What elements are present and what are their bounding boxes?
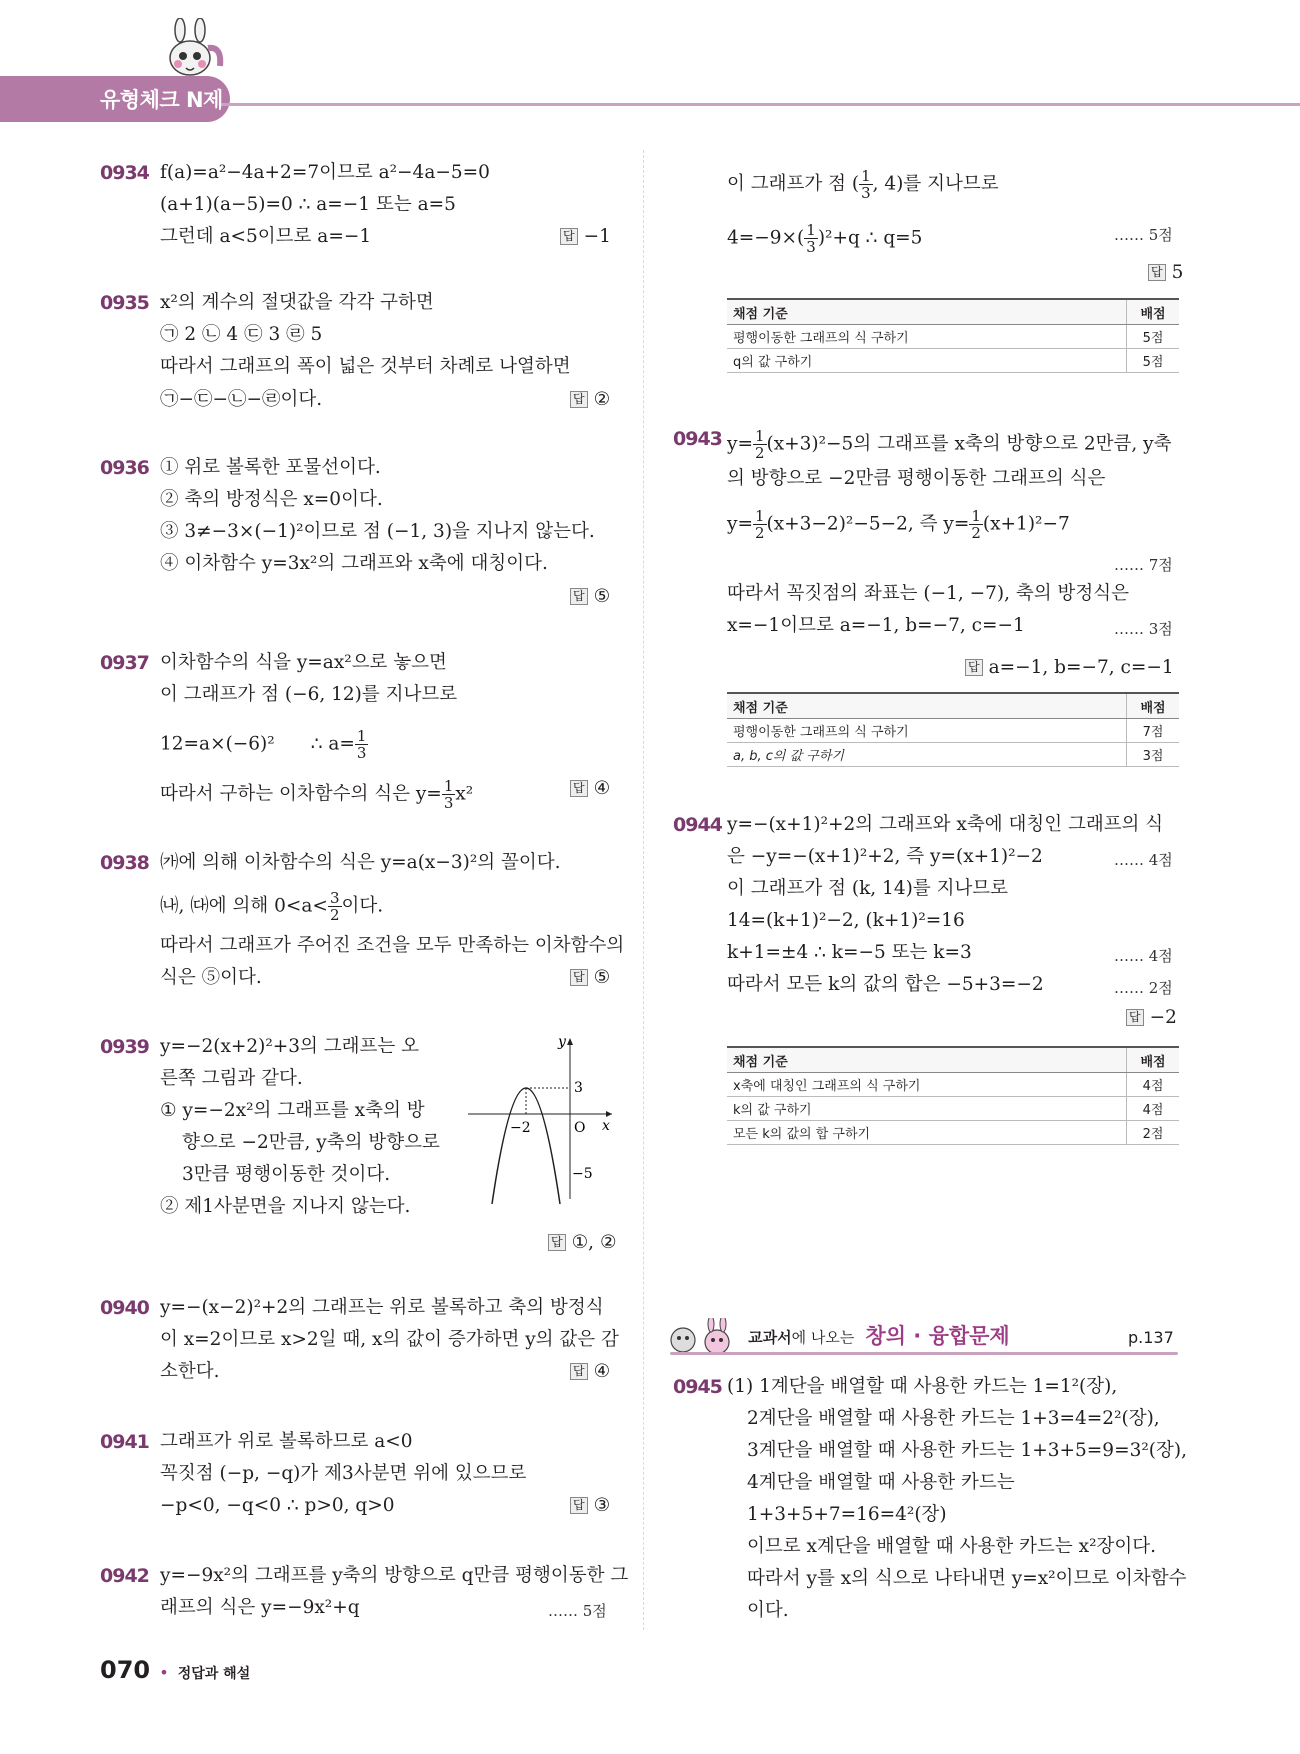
solution-line: ③ 3≠−3×(−1)²이므로 점 (−1, 3)을 지나지 않는다. xyxy=(160,521,595,542)
solution-line: 이 그래프가 점 (−6, 12)를 지나므로 xyxy=(160,684,458,705)
answer-tag: 답 xyxy=(570,969,588,986)
answer-value: ⑤ xyxy=(593,586,611,607)
solution-line: ④ 이차함수 y=3x²의 그래프와 x축에 대칭이다. xyxy=(160,553,548,574)
section-mid: 에 나오는 xyxy=(791,1328,855,1347)
solution-line: ② 제1사분면을 지나지 않는다. xyxy=(160,1196,411,1217)
solution-line: 래프의 식은 y=−9x²+q xyxy=(160,1597,360,1618)
solution-line: ㈎에 의해 이차함수의 식은 y=a(x−3)²의 꼴이다. xyxy=(160,852,561,873)
header-title: 유형체크 N제 xyxy=(100,88,223,112)
solution-line: ② 축의 방정식은 x=0이다. xyxy=(160,489,383,510)
answer-tag: 답 xyxy=(570,588,588,605)
footer-section: 정답과 해설 xyxy=(177,1666,251,1682)
solution-line: (a+1)(a−5)=0 ∴ a=−1 또는 a=5 xyxy=(160,194,456,215)
answer-tag: 답 xyxy=(560,228,578,245)
solution-line: ① y=−2x²의 그래프를 x축의 방 xyxy=(160,1100,425,1121)
solution-line: 른쪽 그림과 같다. xyxy=(160,1068,303,1089)
solution-line: x²의 계수의 절댓값을 각각 구하면 xyxy=(160,292,434,313)
answer-tag: 답 xyxy=(570,1497,588,1514)
answer-value: ③ xyxy=(593,1495,611,1516)
table-header: 배점 xyxy=(1127,693,1180,719)
points-marker: …… 4점 xyxy=(1114,851,1173,869)
answer-value: a=−1, b=−7, c=−1 xyxy=(988,657,1174,678)
answer xyxy=(570,1495,610,1516)
table-row: 평행이동한 그래프의 식 구하기 7점 xyxy=(727,719,1179,743)
solution-line: 이 그래프가 점 (k, 14)를 지나므로 xyxy=(727,878,1009,899)
fraction: $\frac{1}{3}$ xyxy=(356,727,367,762)
table-header: 채점 기준 xyxy=(727,1047,1127,1073)
scoring-table xyxy=(727,1046,1179,1145)
graph-vertex-x-label: −2 xyxy=(510,1120,531,1136)
graph-origin-label: O xyxy=(574,1120,586,1136)
solution-line: y=−(x+1)²+2의 그래프와 x축에 대칭인 그래프의 식 xyxy=(727,814,1164,835)
footer-bullet: • xyxy=(159,1663,169,1682)
solution-line: 이다. xyxy=(747,1600,789,1621)
problem-number: 0945 xyxy=(673,1376,722,1398)
solution-line: y= $\frac{1}{2}$ (x+3−2)²−5−2, 즉 y= $\frac{1}{2}$ (x+1)²−7 xyxy=(727,507,1070,542)
solution-line: 식은 ⑤이다. xyxy=(160,967,262,988)
solution-line: 향으로 −2만큼, y축의 방향으로 xyxy=(182,1132,440,1153)
solution-line: 14=(k+1)²−2, (k+1)²=16 xyxy=(727,910,965,931)
table-header: 채점 기준 xyxy=(727,299,1127,325)
points-marker: …… 2점 xyxy=(1114,979,1173,997)
table-row: x축에 대칭인 그래프의 식 구하기 4점 xyxy=(727,1073,1179,1097)
fraction: $\frac{1}{2}$ xyxy=(754,427,765,462)
graph-y-label: y xyxy=(558,1034,566,1050)
solution-line: 은 −y=−(x+1)²+2, 즉 y=(x+1)²−2 xyxy=(727,846,1043,867)
solution-line: 3계단을 배열할 때 사용한 카드는 1+3+5=9=3²(장), xyxy=(747,1440,1187,1461)
answer-value: 5 xyxy=(1171,262,1184,283)
footer xyxy=(100,1656,250,1684)
scoring-table xyxy=(727,692,1179,767)
table-row: q의 값 구하기 5점 xyxy=(727,349,1179,373)
solution-line: ① 위로 볼록한 포물선이다. xyxy=(160,457,381,478)
answer xyxy=(1148,262,1183,283)
page-reference: p.137 xyxy=(1128,1328,1174,1347)
points-marker: …… 5점 xyxy=(548,1602,607,1620)
solution-line: −p<0, −q<0 ∴ p>0, q>0 xyxy=(160,1495,395,1516)
solution-line: 이므로 x계단을 배열할 때 사용한 카드는 x²장이다. xyxy=(747,1536,1156,1557)
solution-line: 따라서 꼭짓점의 좌표는 (−1, −7), 축의 방정식은 xyxy=(727,583,1129,604)
table-row: a, b, c의 값 구하기 3점 xyxy=(727,743,1179,767)
problem-number: 0935 xyxy=(100,292,149,314)
fraction: $\frac{1}{2}$ xyxy=(754,507,765,542)
answer xyxy=(570,389,610,410)
answer-tag: 답 xyxy=(548,1234,566,1251)
solution-line: 꼭짓점 (−p, −q)가 제3사분면 위에 있으므로 xyxy=(160,1463,527,1484)
fraction: $\frac{1}{3}$ xyxy=(443,777,454,812)
table-header: 배점 xyxy=(1127,1047,1180,1073)
fraction: $\frac{1}{3}$ xyxy=(861,167,871,202)
solution-line: 따라서 그래프가 주어진 조건을 모두 만족하는 이차함수의 xyxy=(160,935,625,956)
solution-line: 4=−9×( $\frac{1}{3}$ )²+q ∴ q=5 xyxy=(727,221,923,256)
graph-x-label: x xyxy=(602,1118,610,1134)
solution-line: f(a)=a²−4a+2=7이므로 a²−4a−5=0 xyxy=(160,162,490,183)
answer xyxy=(548,1232,617,1253)
section-title: 창의 · 융합문제 xyxy=(865,1323,1010,1348)
solution-line: y=−(x−2)²+2의 그래프는 위로 볼록하고 축의 방정식 xyxy=(160,1297,604,1318)
table-row: 평행이동한 그래프의 식 구하기 5점 xyxy=(727,325,1179,349)
problem-number: 0944 xyxy=(673,814,722,836)
answer xyxy=(1126,1007,1177,1028)
answer xyxy=(570,967,610,988)
solution-line: y=−2(x+2)²+3의 그래프는 오 xyxy=(160,1036,420,1057)
solution-line: 그런데 a<5이므로 a=−1 xyxy=(160,226,372,247)
fraction: $\frac{1}{3}$ xyxy=(806,221,816,256)
solution-line: ㉠ 2 ㉡ 4 ㉢ 3 ㉣ 5 xyxy=(160,324,323,345)
table-row: k의 값 구하기 4점 xyxy=(727,1097,1179,1121)
column-divider xyxy=(643,150,644,1630)
answer-tag: 답 xyxy=(1148,264,1166,281)
problem-number: 0940 xyxy=(100,1297,149,1319)
answer-tag: 답 xyxy=(570,1363,588,1380)
page-number: 070 xyxy=(100,1656,151,1684)
solution-line: (1) 1계단을 배열할 때 사용한 카드는 1=1²(장), xyxy=(727,1376,1118,1397)
answer xyxy=(570,778,610,799)
solution-line: 4계단을 배열할 때 사용한 카드는 xyxy=(747,1472,1015,1493)
points-marker: …… 5점 xyxy=(1114,226,1173,244)
answer xyxy=(560,226,611,247)
problem-number: 0939 xyxy=(100,1036,149,1058)
solution-line: 이 그래프가 점 ( $\frac{1}{3}$ , 4)를 지나므로 xyxy=(727,167,999,202)
solution-line: 소한다. xyxy=(160,1361,220,1382)
solution-line: 그래프가 위로 볼록하므로 a<0 xyxy=(160,1431,413,1452)
solution-line: 2계단을 배열할 때 사용한 카드는 1+3=4=2²(장), xyxy=(747,1408,1160,1429)
answer-value: ④ xyxy=(593,1361,611,1382)
solution-line: 12=a×(−6)² ∴ a= $\frac{1}{3}$ xyxy=(160,727,367,762)
points-marker: …… 7점 xyxy=(1114,556,1173,574)
problem-number: 0936 xyxy=(100,457,149,479)
answer-value: ①, ② xyxy=(571,1232,617,1253)
problem-number: 0937 xyxy=(100,652,149,674)
solution-line: 3만큼 평행이동한 것이다. xyxy=(182,1164,391,1185)
fraction: $\frac{3}{2}$ xyxy=(329,889,340,924)
points-marker: …… 4점 xyxy=(1114,947,1173,965)
graph-intercept-label: −5 xyxy=(572,1166,593,1182)
problem-number: 0942 xyxy=(100,1565,149,1587)
answer xyxy=(965,657,1174,678)
section-rule xyxy=(670,1352,1178,1355)
solution-line: 따라서 구하는 이차함수의 식은 y= $\frac{1}{3}$ x² xyxy=(160,777,474,812)
solution-line: 따라서 그래프의 폭이 넓은 것부터 차례로 나열하면 xyxy=(160,356,571,377)
parabola-graph xyxy=(462,1034,622,1204)
header-rule xyxy=(220,103,1300,106)
solution-line: 따라서 y를 x의 식으로 나타내면 y=x²이므로 이차함수 xyxy=(747,1568,1187,1589)
scoring-table xyxy=(727,298,1179,373)
answer-tag: 답 xyxy=(570,391,588,408)
problem-number: 0941 xyxy=(100,1431,149,1453)
answer-value: ④ xyxy=(593,778,611,799)
problem-number: 0934 xyxy=(100,162,149,184)
solution-line: 이차함수의 식을 y=ax²으로 놓으면 xyxy=(160,652,447,673)
solution-line: 의 방향으로 −2만큼 평행이동한 그래프의 식은 xyxy=(727,468,1106,489)
solution-line: 이 x=2이므로 x>2일 때, x의 값이 증가하면 y의 값은 감 xyxy=(160,1329,619,1350)
answer-value: ⑤ xyxy=(593,967,611,988)
answer-tag: 답 xyxy=(965,659,983,676)
solution-line: ㉠−㉢−㉡−㉣이다. xyxy=(160,389,323,410)
table-header: 배점 xyxy=(1127,299,1180,325)
answer xyxy=(570,586,610,607)
solution-line: 1+3+5+7=16=4²(장) xyxy=(747,1504,947,1525)
answer-tag: 답 xyxy=(1126,1009,1144,1026)
solution-line: y=−9x²의 그래프를 y축의 방향으로 q만큼 평행이동한 그 xyxy=(160,1565,629,1586)
solution-line: k+1=±4 ∴ k=−5 또는 k=3 xyxy=(727,942,972,963)
problem-number: 0943 xyxy=(673,428,722,450)
section-prefix: 교과서 xyxy=(748,1328,792,1347)
answer-value: −1 xyxy=(583,226,611,247)
rabbit-mascot-icon xyxy=(150,18,230,88)
answer-value: −2 xyxy=(1149,1007,1177,1028)
solution-line: ㈏, ㈐에 의해 0<a< $\frac{3}{2}$ 이다. xyxy=(160,889,384,924)
points-marker: …… 3점 xyxy=(1114,620,1173,638)
problem-number: 0938 xyxy=(100,852,149,874)
solution-line: x=−1이므로 a=−1, b=−7, c=−1 xyxy=(727,615,1025,636)
answer-value: ② xyxy=(593,389,611,410)
answer xyxy=(570,1361,610,1382)
table-row: 모든 k의 값의 합 구하기 2점 xyxy=(727,1121,1179,1145)
solution-line: y= $\frac{1}{2}$ (x+3)²−5의 그래프를 x축의 방향으로 2만큼, y축 xyxy=(727,427,1172,462)
graph-vertex-y-label: 3 xyxy=(574,1080,583,1096)
table-header: 채점 기준 xyxy=(727,693,1127,719)
answer-tag: 답 xyxy=(570,780,588,797)
fraction: $\frac{1}{2}$ xyxy=(971,507,981,542)
solution-line: 따라서 모든 k의 값의 합은 −5+3=−2 xyxy=(727,974,1044,995)
